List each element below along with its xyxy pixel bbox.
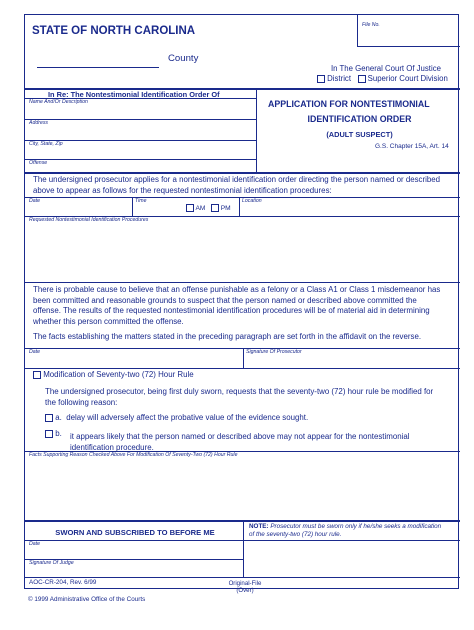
- inre-divider: [256, 88, 257, 172]
- appear-date-field[interactable]: [28, 204, 128, 214]
- superior-label: Superior Court Division: [367, 74, 448, 83]
- city-label: City, State, Zip: [29, 141, 63, 147]
- requested-procedures-field[interactable]: [28, 224, 456, 280]
- prosecutor-signature-label: Signature Of Prosecutor: [246, 349, 302, 355]
- option-a-text: delay will adversely affect the probative value of the evidence sought.: [66, 413, 309, 422]
- prosecutor-signature-field[interactable]: [246, 356, 456, 366]
- judge-signature-field[interactable]: [28, 566, 240, 576]
- offense-label: Offense: [29, 160, 48, 166]
- option-b-line2: identification procedure.: [70, 442, 154, 452]
- probable-cause-line4: whether this person committed the offense.: [33, 316, 184, 326]
- appear-date-label: Date: [29, 198, 40, 204]
- am-label: AM: [195, 204, 206, 212]
- county-label: County: [168, 53, 199, 64]
- note-line2: of the seventy-two (72) hour rule.: [249, 531, 342, 539]
- county-field[interactable]: [37, 67, 159, 68]
- modification-label: Modification of Seventy-two (72) Hour Rule: [43, 370, 194, 379]
- application-subtitle: (ADULT SUSPECT): [326, 130, 393, 139]
- facts-supporting-field[interactable]: [28, 459, 456, 519]
- location-field[interactable]: [242, 204, 456, 214]
- option-a-checkbox[interactable]: [45, 414, 53, 422]
- option-a-letter: a.: [55, 413, 62, 422]
- sworn-note: [249, 523, 459, 540]
- am-checkbox[interactable]: [186, 204, 194, 212]
- district-checkbox[interactable]: [317, 75, 325, 83]
- file-no-label: File No.: [362, 22, 380, 28]
- file-no-divider: [357, 15, 358, 46]
- option-b-checkbox[interactable]: [45, 430, 53, 438]
- court-title: In The General Court Of Justice: [331, 64, 441, 73]
- original-file: Original-File: [228, 580, 262, 587]
- form-footer: [29, 579, 96, 586]
- ampm-options: [186, 204, 231, 212]
- facts-supporting-label: Facts Supporting Reason Checked Above For Modification Of Seventy-Two (72) Hour Rule: [29, 452, 238, 458]
- facts-statement: The facts establishing the matters stated in the preceding paragraph are set forth in the affidavit on the reverse.: [33, 332, 422, 341]
- note-label: NOTE:: [249, 523, 269, 530]
- location-label: Location: [242, 198, 262, 204]
- probable-cause-line3: offense. The results of the requested nontestimonial identification procedures will be of material aid in determining: [33, 306, 430, 316]
- file-no-field[interactable]: [362, 31, 455, 43]
- sworn-date-label: Date: [29, 541, 40, 547]
- probable-cause-line2: been committed and reasonable grounds to suspect that the person named or described above committed the: [33, 295, 417, 305]
- probable-cause-line1: There is probable cause to believe that an offense punishable as a felony or a Class A1 or Class 1 misdemeanor has: [33, 285, 441, 294]
- application-title-line2: IDENTIFICATION ORDER: [307, 114, 412, 124]
- application-title-line1: APPLICATION FOR NONTESTIMONIAL: [268, 99, 430, 109]
- cause-date-field[interactable]: [28, 356, 240, 366]
- option-b-line1: it appears likely that the person named or described above may not appear for the nontestimonial: [70, 432, 410, 441]
- note-line1: Prosecutor must be sworn only if he/she seeks a modification: [270, 523, 442, 530]
- sworn-date-field[interactable]: [28, 548, 240, 558]
- sworn-title: SWORN AND SUBSCRIBED TO BEFORE ME: [55, 528, 215, 537]
- requested-procedures-label: Requested Nontestimonial Identification Procedures: [29, 217, 149, 223]
- judge-signature-label: Signature Of Judge: [29, 560, 74, 566]
- modification-intro-line1: The undersigned prosecutor, being first duly sworn, requests that the seventy-two (72) hour rule be modified for: [45, 387, 434, 396]
- inre-title: In Re: The Nontestimonial Identification Order Of: [48, 90, 220, 99]
- address-field[interactable]: [28, 127, 254, 139]
- modification-intro-line2: the following reason:: [45, 398, 118, 407]
- superior-checkbox[interactable]: [358, 75, 366, 83]
- option-a: [45, 413, 308, 424]
- copyright: © 1999 Administrative Office of the Courts: [28, 596, 146, 603]
- procedures-intro-line1: The undersigned prosecutor applies for a nontestimonial identification order directing the person named or described: [33, 175, 441, 184]
- division-options: [317, 74, 448, 83]
- form-frame: [24, 14, 459, 589]
- statute-reference: G.S. Chapter 15A, Art. 14: [375, 143, 449, 150]
- probable-cause-paragraph: [33, 285, 458, 327]
- district-label: District: [327, 74, 351, 83]
- option-b: [45, 429, 62, 440]
- option-b-letter: b.: [55, 429, 62, 438]
- pm-checkbox[interactable]: [211, 204, 219, 212]
- cause-date-label: Date: [29, 349, 40, 355]
- name-label: Name And/Or Description: [29, 99, 88, 105]
- distribution: [226, 580, 264, 594]
- appear-time-label: Time: [135, 198, 147, 204]
- modification-option: [33, 370, 194, 381]
- form-number: AOC-CR-204, Rev. 6/99: [29, 579, 97, 586]
- state-title: STATE OF NORTH CAROLINA: [32, 25, 196, 37]
- pm-label: PM: [220, 204, 231, 212]
- city-field[interactable]: [28, 148, 254, 158]
- modification-checkbox[interactable]: [33, 371, 41, 379]
- name-field[interactable]: [28, 106, 254, 118]
- over-note: (Over): [236, 587, 254, 594]
- address-label: Address: [29, 120, 49, 126]
- procedures-intro-line2: above to appear as follows for the requested nontestimonial identification procedures:: [33, 186, 332, 195]
- option-b-text: [70, 432, 410, 453]
